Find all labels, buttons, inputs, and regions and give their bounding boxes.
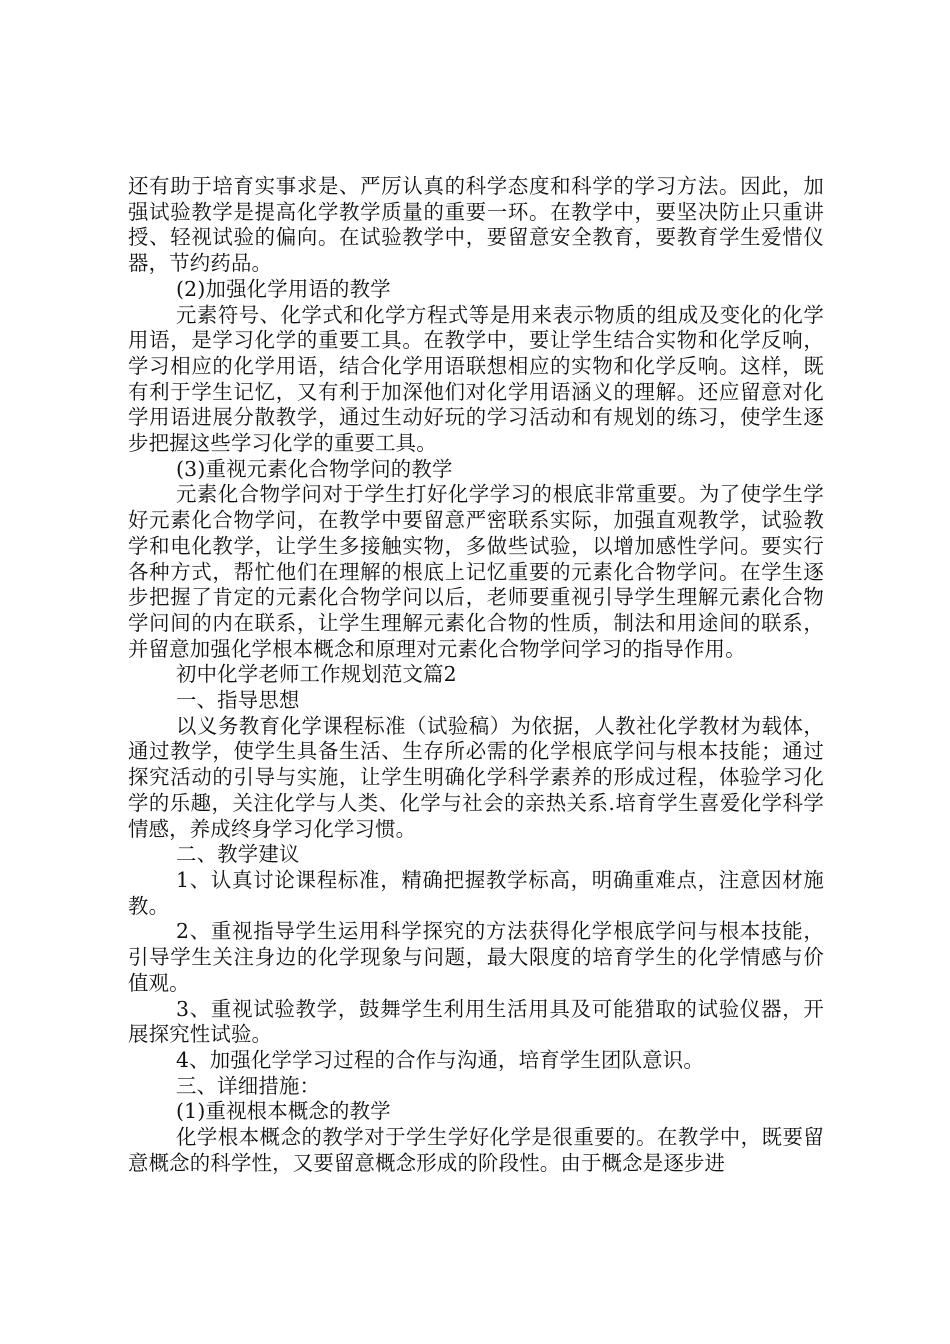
paragraph: 以义务教育化学课程标准（试验稿）为依据，人教社化学教材为载体，通过教学，使学生具备生活、生存所必需的化学根底学问与根本技能；通过探究活动的引导与实施，让学生明确化学科学素养的形成过程，体验学习化学的乐趣，关注化学与人类、化学与社会的亲热关系.培育学生喜爱化学科学情感，养成终身学习化学习惯。 [128, 713, 824, 841]
paragraph: 化学根本概念的教学对于学生学好化学是很重要的。在教学中，既要留意概念的科学性，又要留意概念形成的阶段性。由于概念是逐步进 [128, 1125, 824, 1175]
paragraph: 三、详细措施： [176, 1073, 321, 1098]
paragraph: 还有助于培育实事求是、严厉认真的科学态度和科学的学习方法。因此，加强试验教学是提高化学教学质量的重要一环。在教学中，要坚决防止只重讲授、轻视试验的偏向。在试验教学中，要留意安全教育，要教育学生爱惜仪器，节约药品。 [128, 174, 824, 276]
paragraph: 二、教学建议 [176, 842, 300, 867]
paragraph: 2、重视指导学生运用科学探究的方法获得化学根底学问与根本技能，引导学生关注身边的化学现象与问题，最大限度的培育学生的化学情感与价值观。 [128, 919, 824, 995]
paragraph: 初中化学老师工作规划范文篇2 [176, 662, 457, 687]
paragraph: 1、认真讨论课程标准，精确把握教学标高，明确重难点，注意因材施教。 [128, 867, 824, 918]
paragraph: (1)重视根本概念的教学 [176, 1099, 391, 1124]
paragraph: 一、指导思想 [176, 688, 300, 713]
paragraph: 元素符号、化学式和化学方程式等是用来表示物质的组成及变化的化学用语，是学习化学的重要工具。在教学中，要让学生结合实物和化学反响，学习相应的化学用语，结合化学用语联想相应的实物和化学反响。这样，既有利于学生记忆，又有利于加深他们对化学用语涵义的理解。还应留意对化学用语进展分散教学，通过生动好玩的学习活动和有规划的练习，使学生逐步把握这些学习化学的重要工具。 [128, 302, 824, 456]
document-body [128, 174, 824, 1176]
paragraph: 4、加强化学学习过程的合作与沟通，培育学生团队意识。 [176, 1047, 704, 1072]
paragraph: (2)加强化学用语的教学 [176, 276, 391, 301]
paragraph: 元素化合物学问对于学生打好化学学习的根底非常重要。为了使学生学好元素化合物学问，在教学中要留意严密联系实际，加强直观教学，试验教学和电化教学，让学生多接触实物，多做些试验，以增加感性学问。要实行各种方式，帮忙他们在理解的根底上记忆重要的元素化合物学问。在学生逐步把握了肯定的元素化合物学问以后，老师要重视引导学生理解元素化合物学问间的内在联系，让学生理解元素化合物的性质，制法和用途间的联系，并留意加强化学根本概念和原理对元素化合物学问学习的指导作用。 [128, 482, 824, 661]
paragraph: 3、重视试验教学，鼓舞学生利用生活用具及可能猎取的试验仪器，开展探究性试验。 [128, 996, 824, 1047]
paragraph: (3)重视元素化合物学问的教学 [176, 456, 453, 481]
